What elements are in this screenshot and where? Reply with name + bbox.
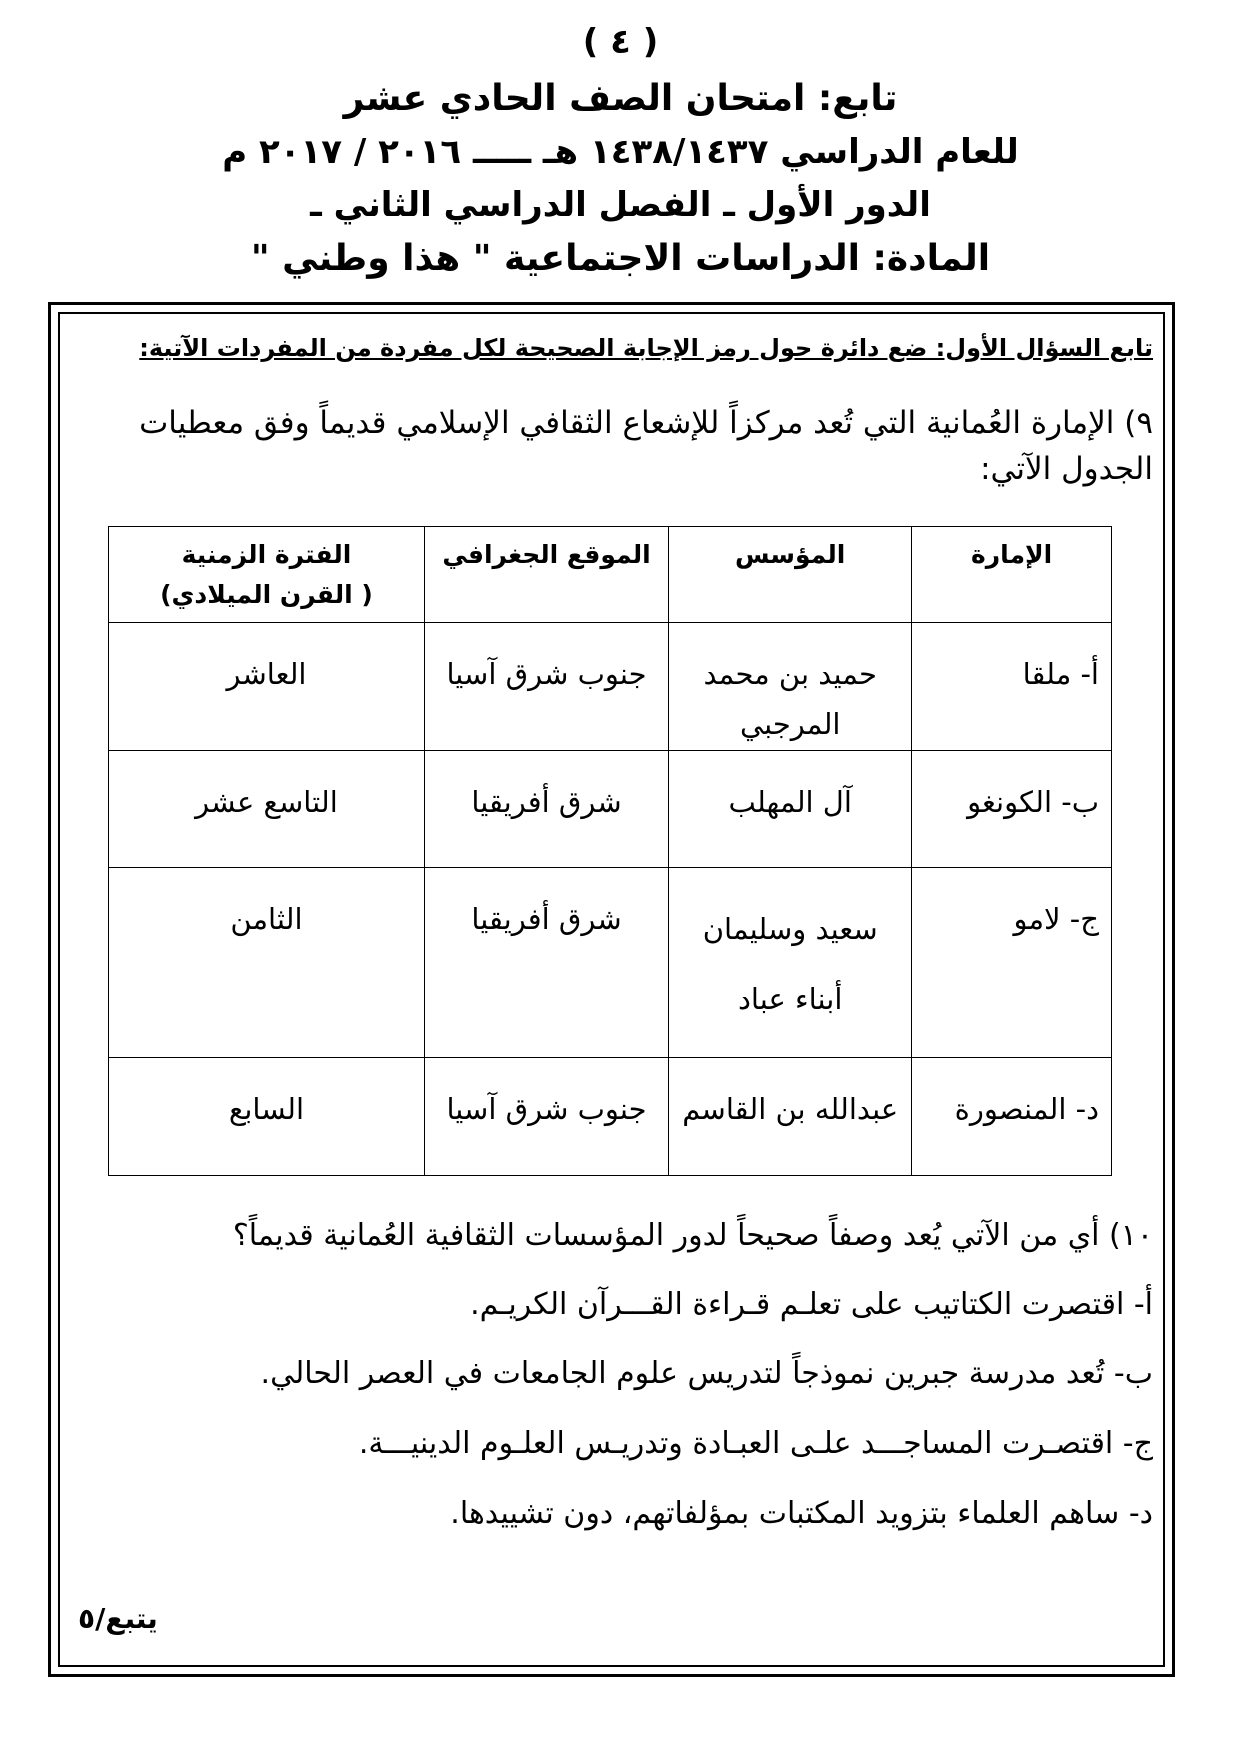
table-row bbox=[109, 868, 1112, 1058]
exam-term: الدور الأول ـ الفصل الدراسي الثاني ـ bbox=[310, 185, 931, 225]
option-c[interactable]: ج- اقتصـرت المساجـــد علـى العبـادة وتدريـس العلـوم الدينيـــة. bbox=[358, 1426, 1153, 1461]
cell-founder: عبدالله بن القاسم bbox=[669, 1058, 912, 1176]
page-number: ( ٤ ) bbox=[582, 22, 659, 62]
question-9-text: ٩) الإمارة العُمانية التي تُعد مركزاً للإشعاع الثقافي الإسلامي قديماً وفق معطيات الجدول الآتي: bbox=[139, 405, 1153, 487]
cell-location: شرق أفريقيا bbox=[424, 868, 668, 1058]
cell-period: الثامن bbox=[109, 868, 425, 1058]
header-period: الفترة الزمنية ( القرن الميلادي) bbox=[109, 527, 425, 623]
next-page-note: يتبع/٥ bbox=[78, 1602, 158, 1635]
cell-emirate: د- المنصورة bbox=[912, 1058, 1112, 1176]
cell-emirate: ج- لامو bbox=[912, 868, 1112, 1058]
table-row bbox=[109, 751, 1112, 868]
cell-emirate: أ- ملقا bbox=[912, 623, 1112, 751]
header-emirate: الإمارة bbox=[912, 527, 1112, 623]
cell-location: شرق أفريقيا bbox=[424, 751, 668, 868]
cell-founder: حميد بن محمد المرجبي bbox=[669, 623, 912, 751]
table-row bbox=[109, 1058, 1112, 1176]
cell-founder: آل المهلب bbox=[669, 751, 912, 868]
table-row bbox=[109, 623, 1112, 751]
header-location: الموقع الجغرافي bbox=[424, 527, 668, 623]
cell-location: جنوب شرق آسيا bbox=[424, 623, 668, 751]
question-instruction: تابع السؤال الأول: ضع دائرة حول رمز الإجابة الصحيحة لكل مفردة من المفردات الآتية: bbox=[139, 334, 1153, 362]
subject-line: المادة: الدراسات الاجتماعية " هذا وطني " bbox=[250, 238, 991, 279]
cell-period: السابع bbox=[109, 1058, 425, 1176]
exam-title: تابع: امتحان الصف الحادي عشر bbox=[343, 78, 898, 119]
cell-emirate: ب- الكونغو bbox=[912, 751, 1112, 868]
academic-year: للعام الدراسي ١٤٣٨/١٤٣٧ هـ ـــــ ٢٠١٦ / ٢٠١٧ م bbox=[222, 132, 1019, 172]
header-founder: المؤسس bbox=[669, 527, 912, 623]
table-header-row bbox=[109, 527, 1112, 623]
cell-location: جنوب شرق آسيا bbox=[424, 1058, 668, 1176]
cell-period: التاسع عشر bbox=[109, 751, 425, 868]
emirates-table bbox=[108, 526, 1112, 1176]
option-a[interactable]: أ- اقتصرت الكتاتيب على تعلـم قـراءة القـــرآن الكريـم. bbox=[470, 1287, 1153, 1322]
option-b[interactable]: ب- تُعد مدرسة جبرين نموذجاً لتدريس علوم الجامعات في العصر الحالي. bbox=[260, 1356, 1153, 1391]
option-d[interactable]: د- ساهم العلماء بتزويد المكتبات بمؤلفاتهم، دون تشييدها. bbox=[450, 1496, 1153, 1531]
cell-period: العاشر bbox=[109, 623, 425, 751]
question-10-text: ١٠) أي من الآتي يُعد وصفاً صحيحاً لدور المؤسسات الثقافية العُمانية قديماً؟ bbox=[232, 1218, 1153, 1253]
cell-founder: سعيد وسليمان أبناء عباد bbox=[669, 868, 912, 1058]
